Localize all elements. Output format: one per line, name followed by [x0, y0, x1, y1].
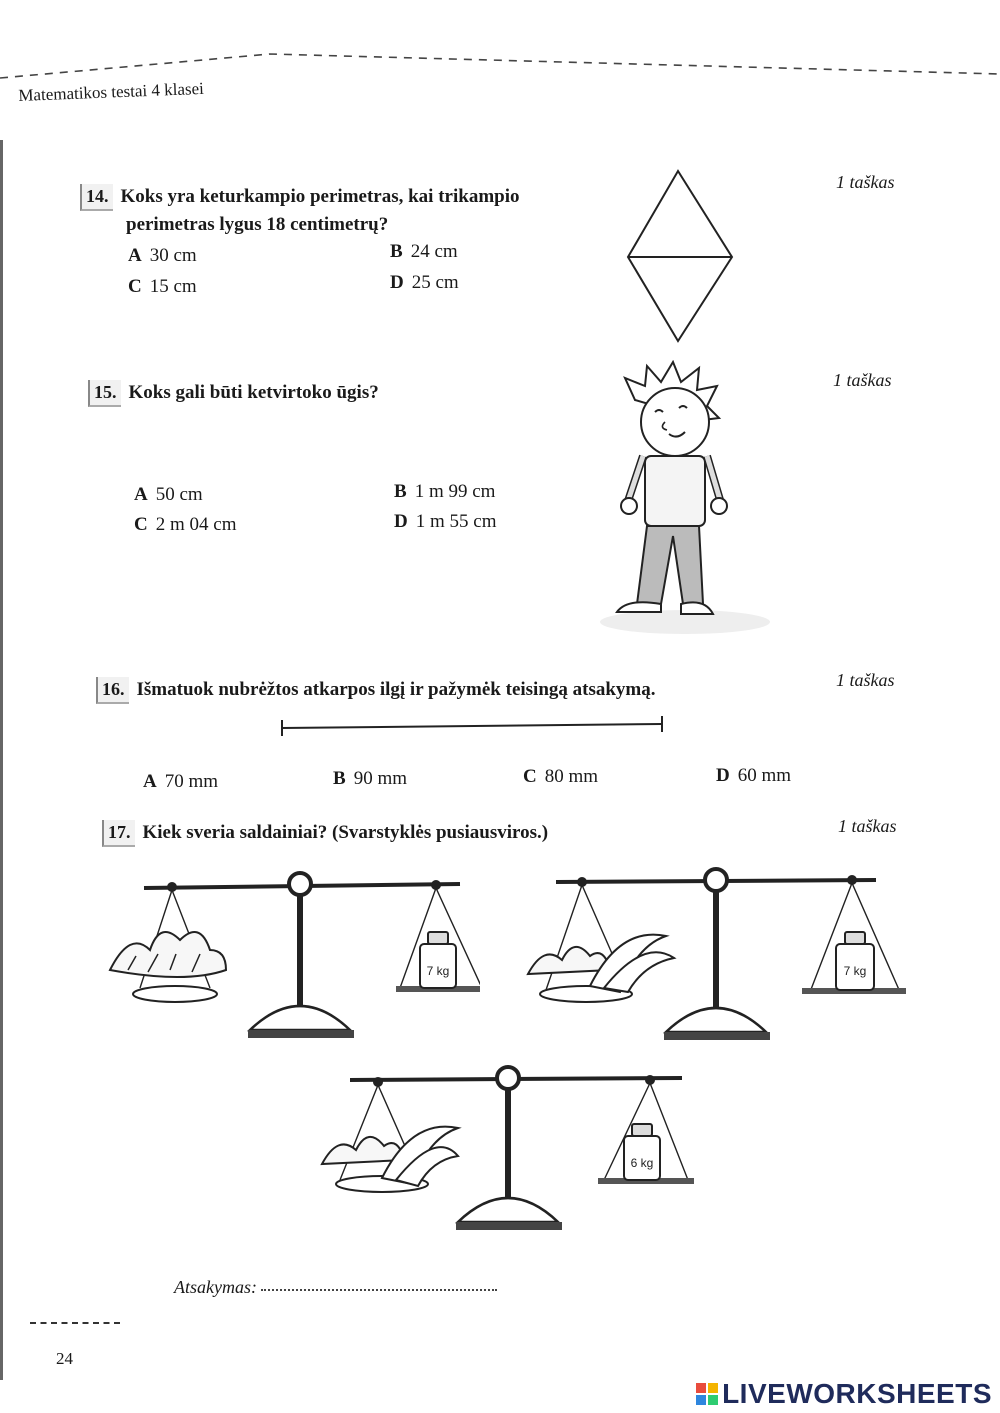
- question-14: [80, 184, 520, 211]
- boy-illustration: [595, 360, 775, 640]
- option-c[interactable]: C 15 cm: [128, 276, 197, 297]
- question-text: Koks gali būti ketvirtoko ūgis?: [128, 382, 379, 403]
- question-number: 14.: [80, 184, 113, 211]
- option-b[interactable]: B 1 m 99 cm: [394, 481, 496, 502]
- option-a[interactable]: A 50 cm: [134, 484, 203, 505]
- question-17: [102, 820, 548, 847]
- question-number: 15.: [88, 380, 121, 407]
- question-text: Išmatuok nubrėžtos atkarpos ilgį ir pažymėk teisingą atsakymą.: [136, 679, 656, 700]
- book-title: Matematikos testai 4 klasei: [18, 78, 205, 105]
- weight-label: 7 kg: [843, 964, 867, 978]
- liveworksheets-logo: LIVEWORKSHEETS: [696, 1378, 992, 1410]
- question-16: [96, 677, 656, 704]
- points-label: 1 taškas: [833, 370, 892, 390]
- balance-scale-3: [316, 1050, 716, 1240]
- question-number: 17.: [102, 820, 135, 847]
- question-text-line2: perimetras lygus 18 centimetrų?: [126, 214, 389, 235]
- question-15: [88, 380, 379, 407]
- weight-label: 6 kg: [630, 1156, 654, 1170]
- question-text: Kiek sveria saldainiai? (Svarstyklės pusiausviros.): [142, 822, 549, 843]
- option-d[interactable]: D 25 cm: [390, 272, 459, 293]
- option-a[interactable]: A 30 cm: [128, 245, 197, 266]
- rhombus-figure: [620, 165, 740, 347]
- logo-icon: [696, 1380, 718, 1402]
- balance-scale-2: [520, 852, 920, 1052]
- page-edge: [0, 140, 3, 1380]
- option-b[interactable]: B 90 mm: [333, 768, 407, 789]
- question-text-line1: Koks yra keturkampio perimetras, kai trikampio: [120, 186, 520, 207]
- option-b[interactable]: B 24 cm: [390, 241, 458, 262]
- points-label: 1 taškas: [836, 172, 895, 192]
- option-a[interactable]: A 70 mm: [143, 771, 219, 792]
- question-number: 16.: [96, 677, 129, 704]
- page-number: 24: [56, 1349, 73, 1368]
- option-c[interactable]: C 80 mm: [523, 766, 599, 787]
- points-label: 1 taškas: [836, 670, 895, 690]
- answer-row: [174, 1277, 497, 1298]
- balance-scale-1: [100, 860, 480, 1050]
- footer-dashed-line: [30, 1322, 120, 1324]
- measure-segment: [278, 712, 668, 740]
- option-d[interactable]: D 60 mm: [716, 765, 792, 786]
- option-c[interactable]: C 2 m 04 cm: [134, 514, 237, 535]
- points-label: 1 taškas: [838, 816, 897, 836]
- weight-label: 7 kg: [426, 964, 450, 978]
- answer-label: Atsakymas:: [174, 1277, 257, 1297]
- answer-input[interactable]: [261, 1288, 497, 1291]
- option-d[interactable]: D 1 m 55 cm: [394, 511, 497, 532]
